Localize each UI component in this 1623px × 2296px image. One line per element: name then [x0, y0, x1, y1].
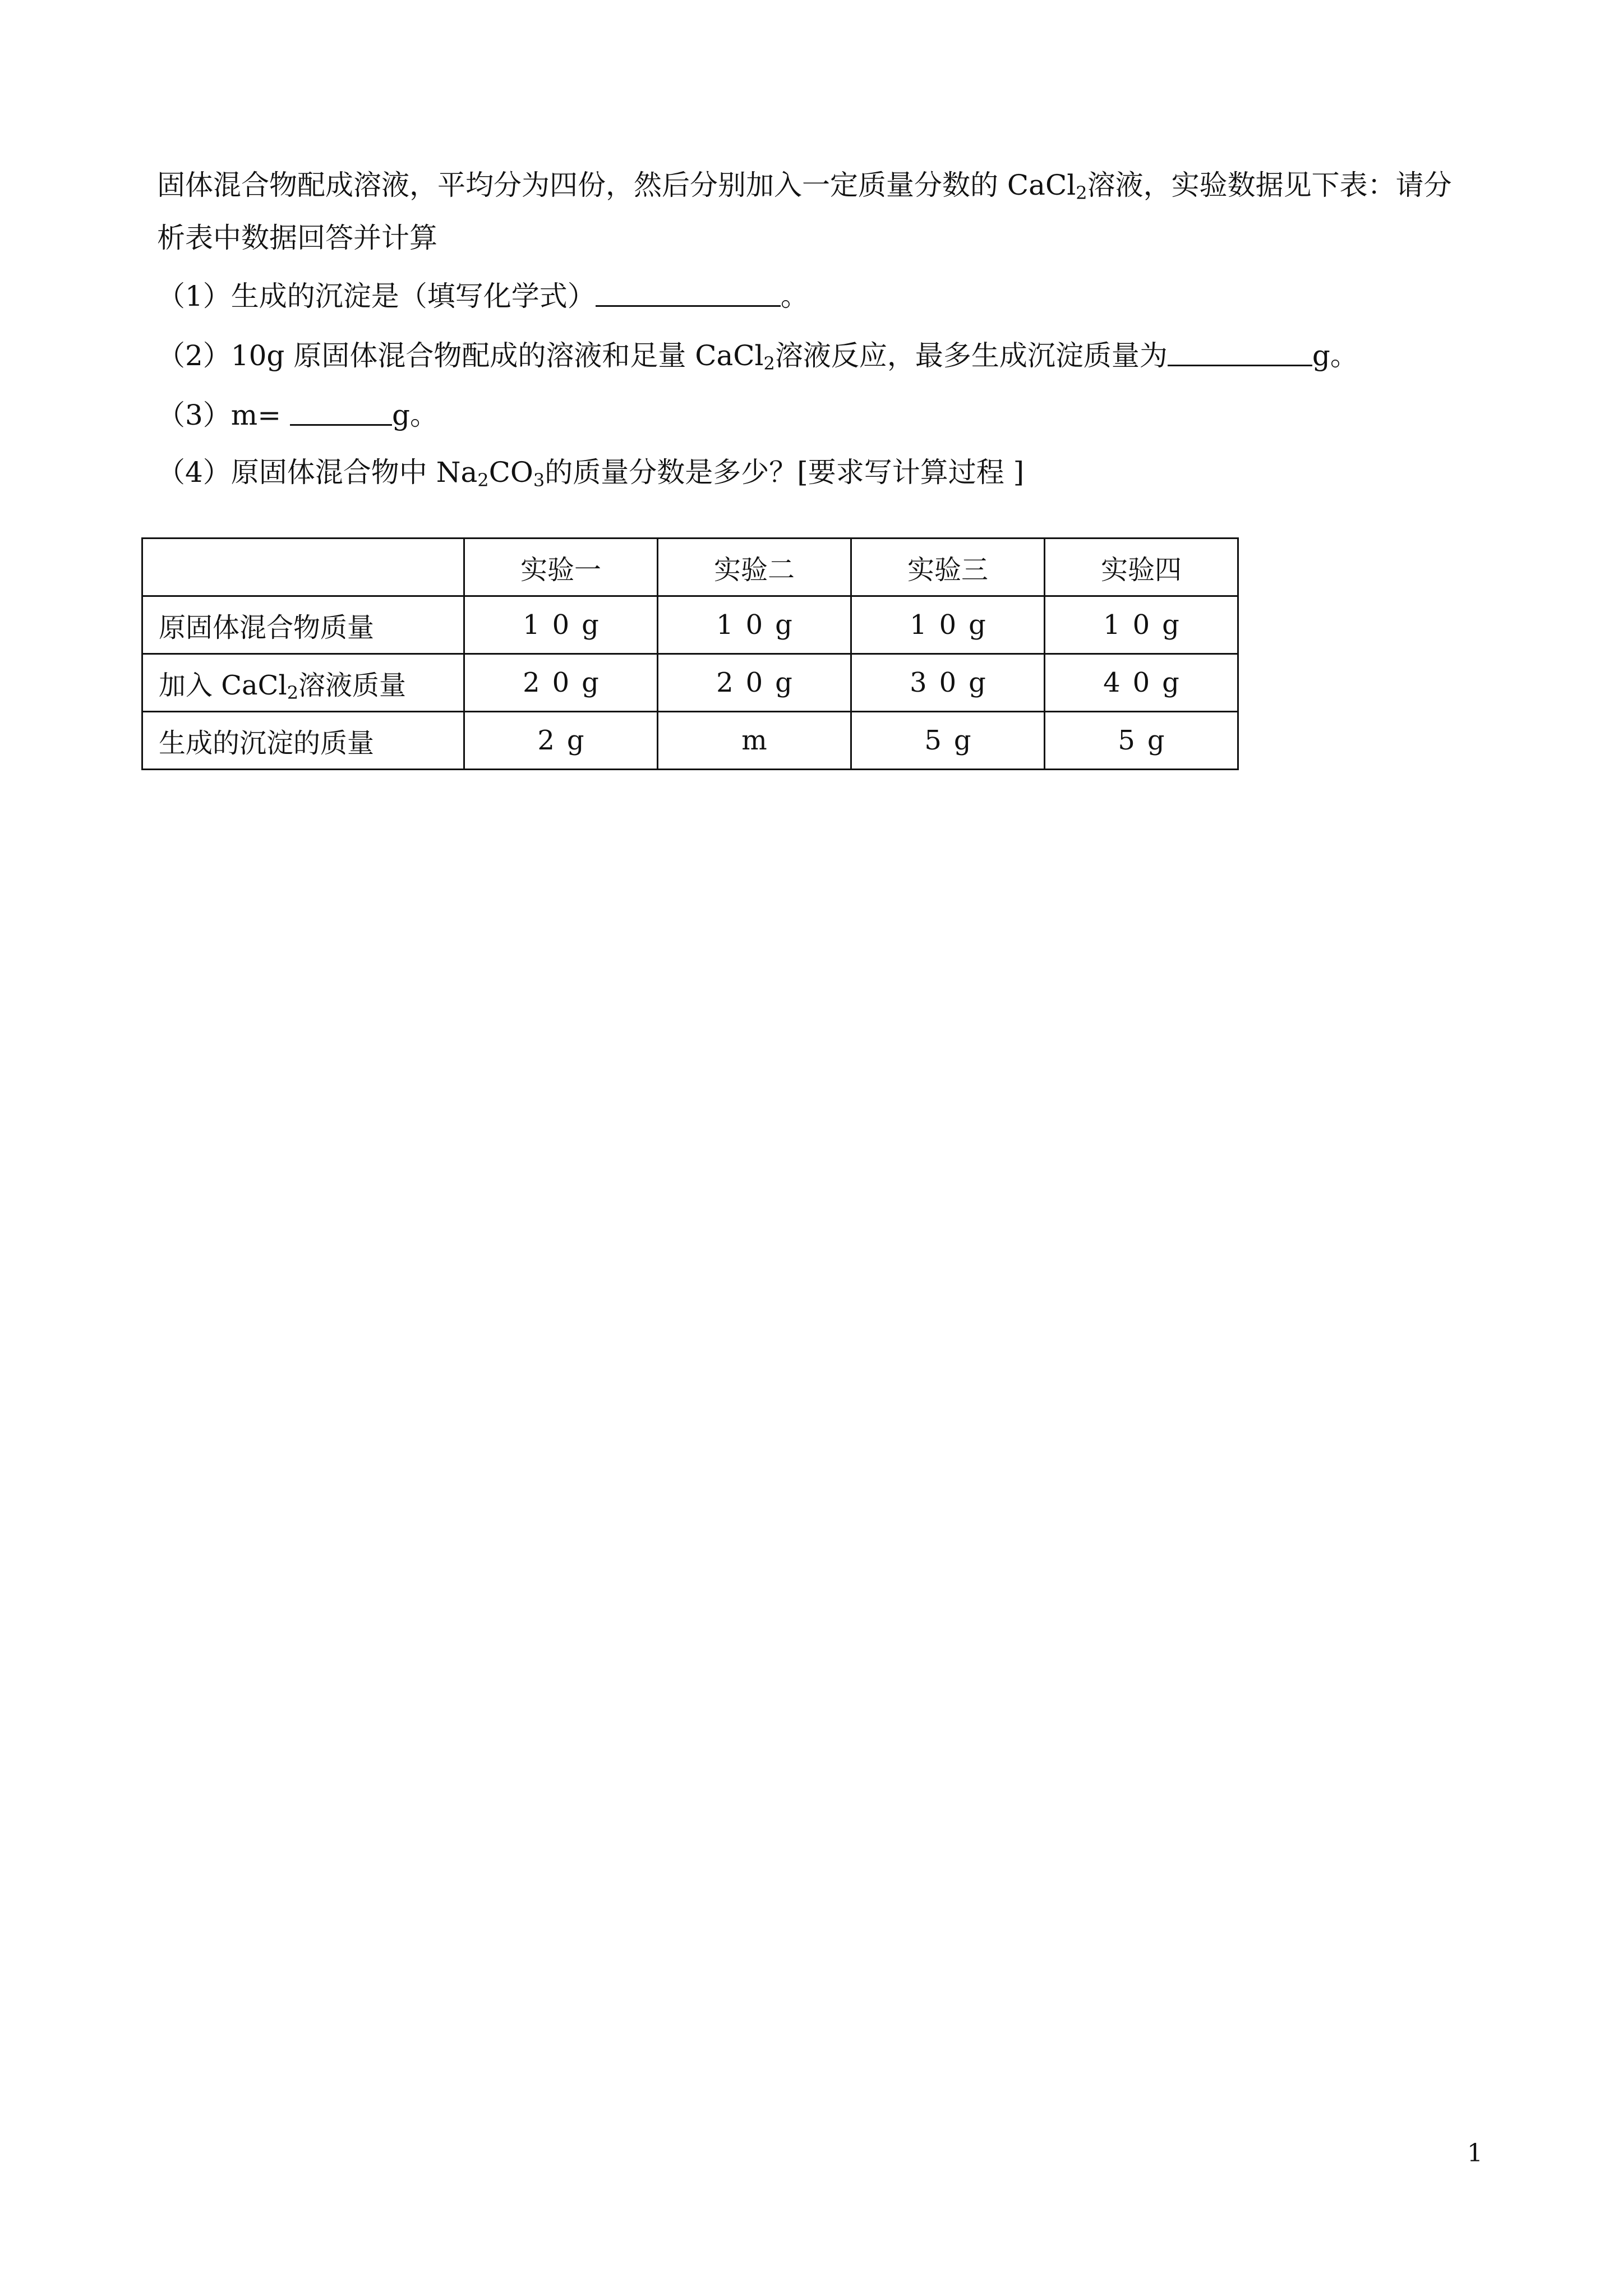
page-number: 1: [1467, 2139, 1483, 2168]
row-label: 原固体混合物质量: [142, 596, 464, 654]
question-1: [157, 277, 1492, 313]
table-header-cell: 实验四: [1045, 539, 1238, 596]
problem-text: [157, 168, 1492, 489]
table-cell: [658, 596, 851, 654]
table-cell: [658, 654, 851, 712]
table-cell-value: 30g: [910, 667, 998, 698]
table-cell-value: 5g: [924, 725, 984, 756]
intro-line-1: [157, 168, 1492, 202]
subscript: 2: [1076, 182, 1087, 204]
intro-line-1-tail: 溶液，实验数据见下表：请分: [1087, 169, 1452, 201]
table-cell: [464, 596, 658, 654]
question-1-text: （1）生成的沉淀是（填写化学式）: [157, 280, 596, 312]
question-2: [157, 337, 1492, 372]
table-cell: [464, 712, 658, 770]
intro-line-2-text: 析表中数据回答并计算: [157, 222, 437, 254]
table-cell-value: 10g: [910, 609, 998, 641]
subscript: 3: [533, 470, 545, 491]
question-3-text: （3）m=: [157, 399, 282, 431]
row-label: [142, 654, 464, 712]
table-cell-value: 10g: [1103, 609, 1192, 641]
answer-blank-1[interactable]: [596, 277, 781, 307]
intro-line-2: [157, 221, 1492, 255]
experiment-data-table: [141, 537, 1239, 770]
question-2-mid: 溶液反应，最多生成沉淀质量为: [774, 339, 1168, 372]
subscript: 2: [287, 682, 299, 703]
subscript: 2: [763, 353, 775, 374]
question-4: [157, 455, 1492, 489]
table-cell: [1045, 654, 1238, 712]
question-2-tail: g。: [1312, 339, 1358, 372]
answer-blank-3[interactable]: [290, 396, 392, 426]
table-cell-value: 2g: [537, 725, 597, 756]
question-3-tail: g。: [392, 399, 439, 431]
row-label-pre: 加入 CaCl: [159, 669, 287, 701]
table-header-cell: 实验二: [658, 539, 851, 596]
intro-line-1-text: 固体混合物配成溶液，平均分为四份，然后分别加入一定质量分数的 CaCl: [157, 169, 1076, 201]
table-cell-value: 10g: [523, 609, 611, 641]
table-header-cell: 实验一: [464, 539, 658, 596]
table-cell: [851, 596, 1045, 654]
question-2-text: （2）10g 原固体混合物配成的溶液和足量 CaCl: [157, 339, 764, 372]
table-cell: [1045, 596, 1238, 654]
row-label: 生成的沉淀的质量: [142, 712, 464, 770]
question-4-text: （4）原固体混合物中 Na: [157, 456, 478, 489]
table-row: [142, 654, 1238, 712]
table-cell-value: 20g: [523, 667, 611, 698]
row-label-post: 溶液质量: [298, 669, 407, 701]
table-cell-value: 40g: [1103, 667, 1192, 698]
table-row: [142, 712, 1238, 770]
table-cell-value: 20g: [716, 667, 805, 698]
table-header-cell: 实验三: [851, 539, 1045, 596]
subscript: 2: [477, 470, 489, 491]
table-cell: [658, 712, 851, 770]
table-cell: [851, 654, 1045, 712]
table-cell-value: 5g: [1118, 725, 1177, 756]
question-1-tail: 。: [780, 280, 809, 312]
table-header-cell: [142, 539, 464, 596]
answer-blank-2[interactable]: [1168, 337, 1312, 366]
table-cell: [464, 654, 658, 712]
table-cell-value: 10g: [716, 609, 805, 641]
question-3: [157, 396, 1492, 432]
question-4-mid: CO: [488, 456, 533, 489]
table-cell-value: m: [741, 725, 767, 756]
question-4-tail: 的质量分数是多少？[要求写计算过程 ]: [545, 456, 1025, 489]
table-row: [142, 596, 1238, 654]
table-cell: [1045, 712, 1238, 770]
table-header-row: [142, 539, 1238, 596]
table-cell: [851, 712, 1045, 770]
